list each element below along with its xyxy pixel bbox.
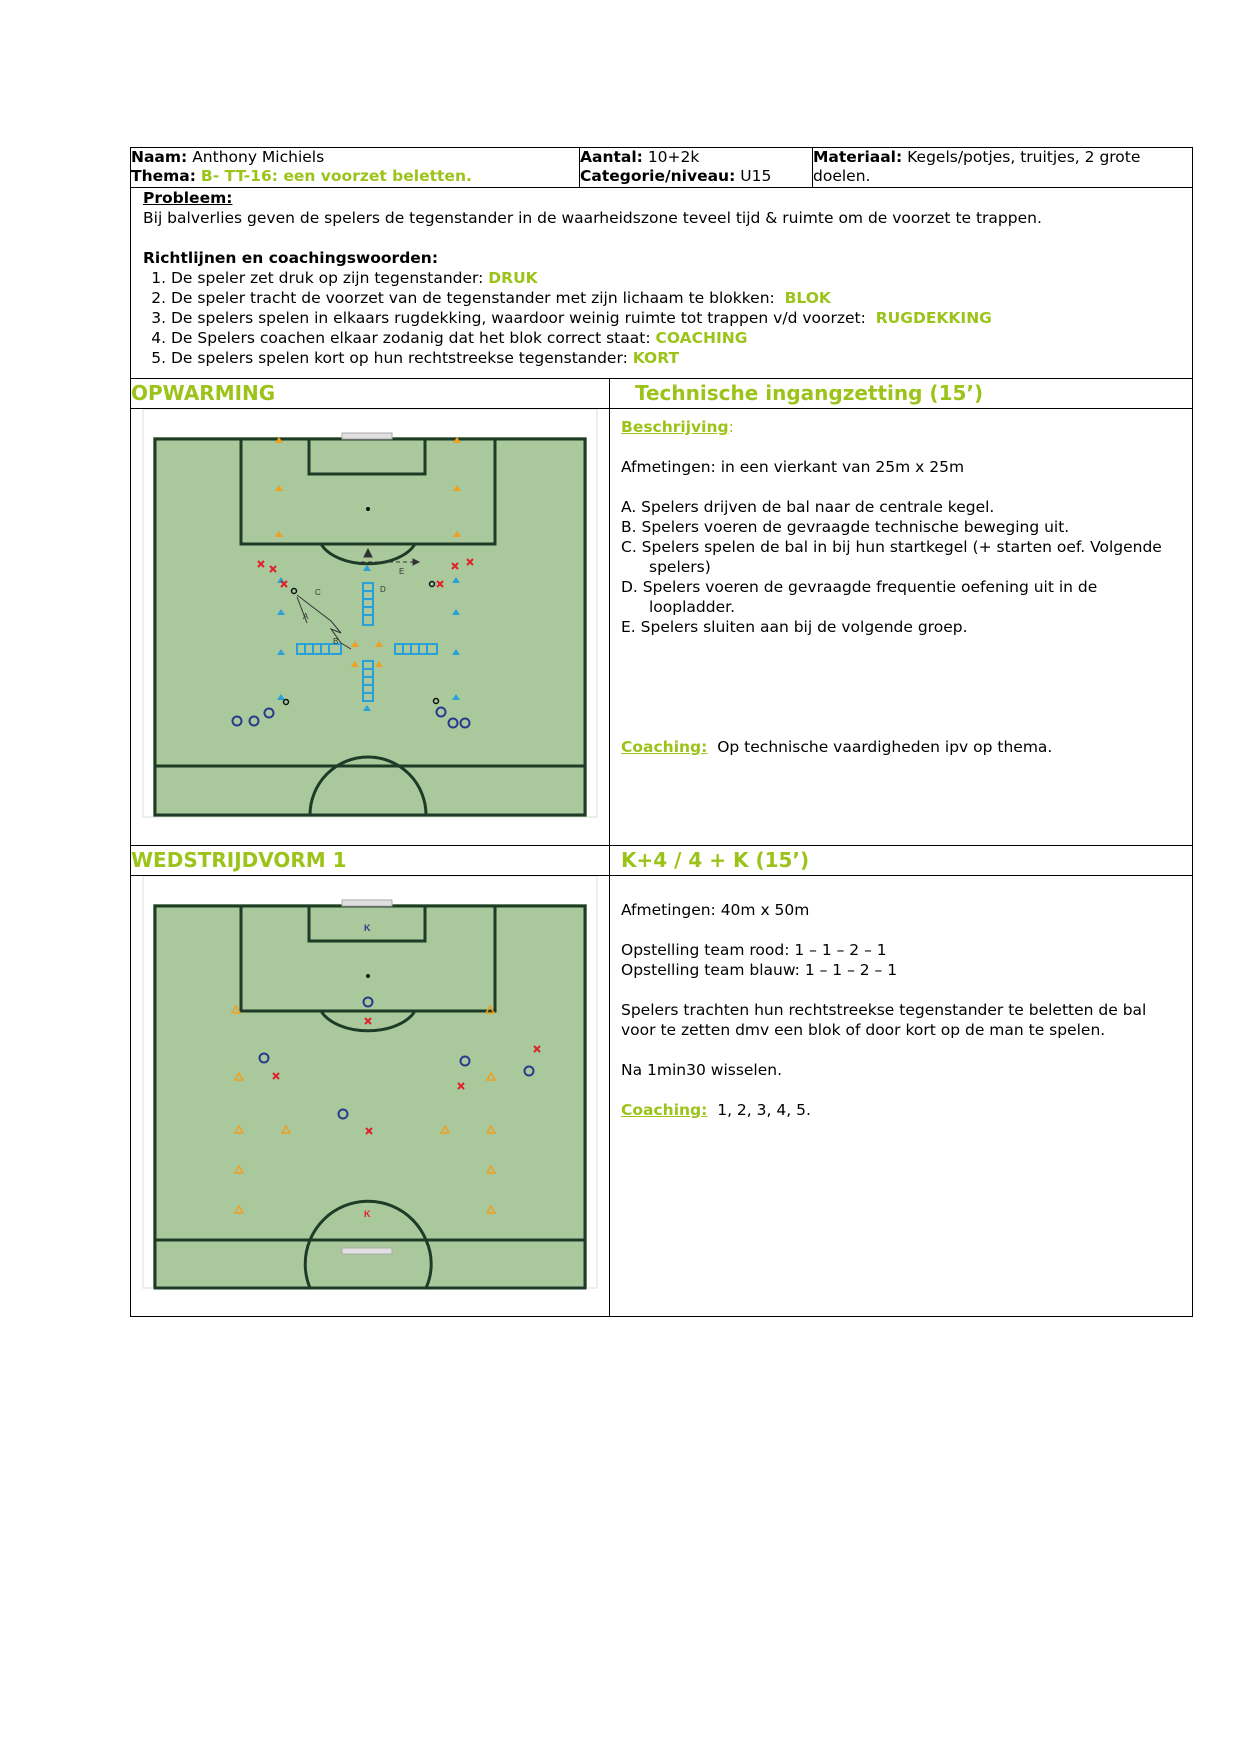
wedstrijdvorm-title: WEDSTRIJDVORM 1 bbox=[131, 846, 610, 876]
materiaal-label: Materiaal: bbox=[813, 148, 903, 166]
thema-label: Thema: bbox=[131, 167, 196, 185]
goal bbox=[342, 433, 392, 439]
materiaal-value: Kegels/potjes, truitjes, 2 grote doelen. bbox=[813, 148, 1141, 185]
opstelling-blauw: Opstelling team blauw: 1 – 1 – 2 – 1 bbox=[621, 961, 898, 979]
opwarming-diagram bbox=[131, 409, 609, 845]
svg-text:D: D bbox=[380, 585, 386, 594]
svg-text:E: E bbox=[399, 567, 405, 576]
coaching-label: Coaching: bbox=[621, 1101, 708, 1119]
svg-text:A: A bbox=[303, 612, 309, 621]
coaching-text: Op technische vaardigheden ipv op thema. bbox=[717, 738, 1053, 756]
wedstrijdvorm-subtitle: K+4 / 4 + K (15’) bbox=[610, 846, 1193, 876]
svg-text:B: B bbox=[333, 637, 339, 646]
beschrijving-label: Beschrijving bbox=[621, 418, 729, 436]
penalty-spot bbox=[366, 507, 370, 511]
list-item: 3. De spelers spelen in elkaars rugdekking, waardoor weinig ruimte tot trappen v/d voorzet: RUGDEKKING bbox=[171, 308, 1180, 328]
wedstrijdvorm-afmetingen: Afmetingen: 40m x 50m bbox=[621, 901, 810, 919]
exercise-table bbox=[130, 378, 1193, 1317]
list-item: D. Spelers voeren de gevraagde frequentie oefening uit in de loopladder. bbox=[621, 578, 1098, 616]
opwarming-subtitle: Technische ingangzetting (15’) bbox=[610, 379, 1193, 409]
naam-thema-cell bbox=[131, 148, 580, 188]
list-item: 5. De spelers spelen kort op hun rechtstreekse tegenstander: KORT bbox=[171, 348, 1180, 368]
goal-bottom bbox=[342, 1248, 392, 1254]
wedstrijdvorm-description bbox=[610, 876, 1193, 1317]
session-sheet bbox=[130, 147, 1192, 1317]
keeper-blue: K bbox=[364, 923, 371, 933]
opwarming-title: OPWARMING bbox=[131, 379, 610, 409]
opstelling-rood: Opstelling team rood: 1 – 1 – 2 – 1 bbox=[621, 941, 887, 959]
wedstrijdvorm-diagram bbox=[131, 876, 609, 1316]
list-item: 1. De speler zet druk op zijn tegenstander: DRUK bbox=[171, 268, 1180, 288]
list-item: A. Spelers drijven de bal naar de centrale kegel. bbox=[621, 498, 995, 516]
list-item: 4. De Spelers coachen elkaar zodanig dat het blok correct staat: COACHING bbox=[171, 328, 1180, 348]
probleem-cell bbox=[131, 188, 1193, 379]
list-item: B. Spelers voeren de gevraagde technische beweging uit. bbox=[621, 518, 1070, 536]
penalty-spot bbox=[366, 974, 370, 978]
probleem-text: Bij balverlies geven de spelers de tegenstander in de waarheidszone teveel tijd & ruimte om de voorzet te trappen. bbox=[143, 209, 1042, 227]
wedstrijdvorm-diagram-cell bbox=[131, 876, 610, 1317]
aantal-value: 10+2k bbox=[647, 148, 700, 166]
materiaal-cell bbox=[813, 148, 1193, 188]
categorie-label: Categorie/niveau: bbox=[580, 167, 736, 185]
wissel-text: Na 1min30 wisselen. bbox=[621, 1061, 783, 1079]
list-item: E. Spelers sluiten aan bij de volgende groep. bbox=[621, 618, 968, 636]
thema-value: B- TT-16: een voorzet beletten. bbox=[200, 167, 472, 185]
coaching-text: 1, 2, 3, 4, 5. bbox=[717, 1101, 811, 1119]
aantal-label: Aantal: bbox=[580, 148, 643, 166]
opwarming-afmetingen: Afmetingen: in een vierkant van 25m x 25m bbox=[621, 458, 965, 476]
list-item: C. Spelers spelen de bal in bij hun startkegel (+ starten oef. Volgende spelers) bbox=[621, 538, 1162, 576]
naam-value: Anthony Michiels bbox=[192, 148, 325, 166]
pitch bbox=[153, 904, 587, 1288]
goal-top bbox=[342, 900, 392, 906]
opwarming-diagram-cell bbox=[131, 409, 610, 846]
richtlijnen-title: Richtlijnen en coachingswoorden: bbox=[143, 249, 439, 267]
wedstrijdvorm-beschrijving: Spelers trachten hun rechtstreekse tegenstander te beletten de bal voor te zetten dmv een blok of door kort op de man te spelen. bbox=[621, 1001, 1147, 1039]
list-item: 2. De speler tracht de voorzet van de tegenstander met zijn lichaam te blokken: BLOK bbox=[171, 288, 1180, 308]
richtlijnen-list bbox=[143, 268, 1180, 368]
naam-label: Naam: bbox=[131, 148, 188, 166]
header-table bbox=[130, 147, 1193, 379]
opwarming-description: Beschrijving: Afmetingen: in een vierkant van 25m x 25m A. Spelers drijven de bal naar de centrale kegel. B. Spelers voeren de gevraagde technische beweging uit. C. Spelers spelen de bal in bij hun startkegel (+ starten oef. Volgende spelers) D. Spelers voeren de gevraagde frequentie oefening uit in de loopladder. E. Spelers sluiten aan bij de volgende groep. Coaching: Op technische vaardigheden ipv op thema. bbox=[610, 409, 1193, 846]
opwarming-steps bbox=[621, 497, 1180, 637]
categorie-value: U15 bbox=[740, 167, 772, 185]
coaching-label: Coaching: bbox=[621, 738, 708, 756]
pitch bbox=[153, 437, 587, 817]
keeper-red: K bbox=[364, 1209, 371, 1219]
svg-text:C: C bbox=[315, 588, 321, 597]
probleem-title: Probleem: bbox=[143, 189, 233, 207]
aantal-cell bbox=[580, 148, 813, 188]
